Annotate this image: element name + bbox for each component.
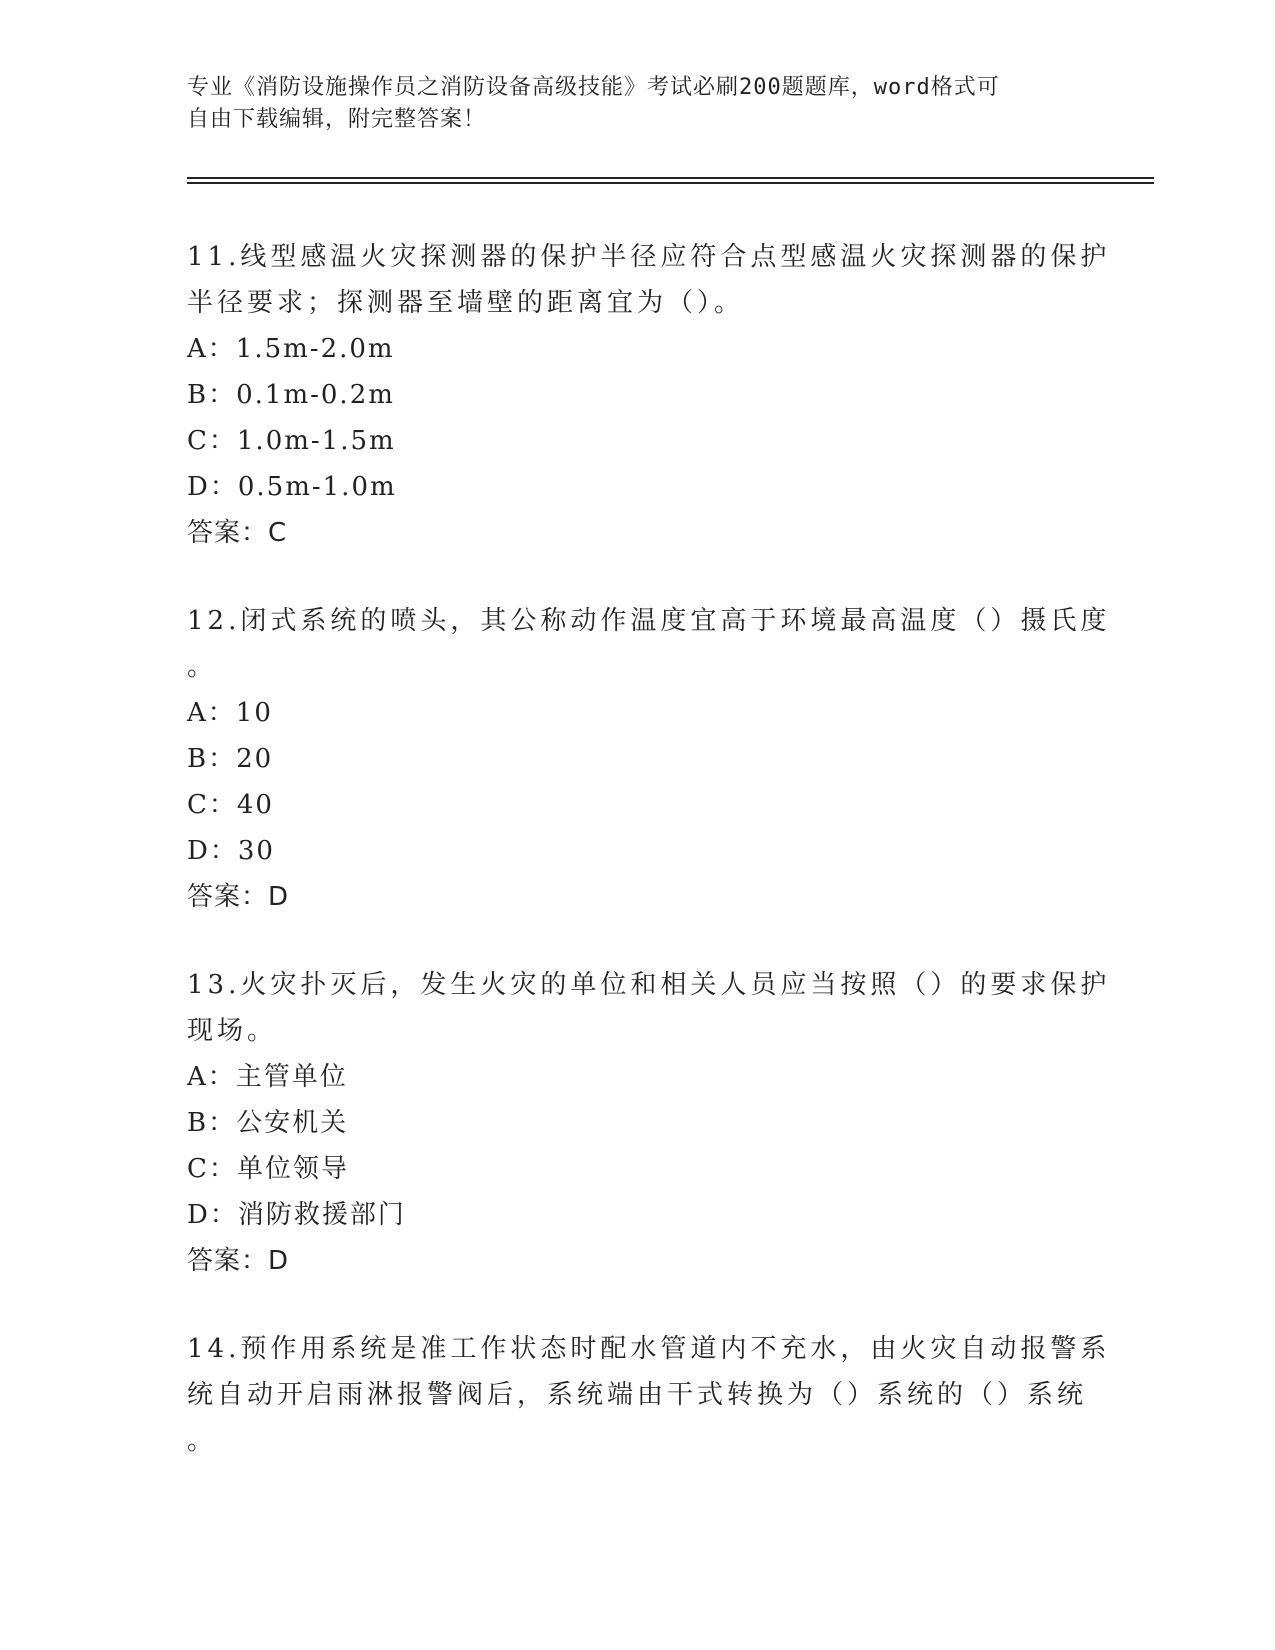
question-12 xyxy=(187,598,1111,920)
question-stem: 。 xyxy=(187,652,218,682)
question-stem: 。 xyxy=(187,1426,218,1456)
option-b: B：0.1m-0.2m xyxy=(187,380,395,410)
option-c: C：单位领导 xyxy=(187,1154,349,1184)
question-stem: 半径要求；探测器至墙壁的距离宜为（）。 xyxy=(187,288,745,318)
answer: 答案：C xyxy=(187,518,288,548)
question-stem: 11.线型感温火灾探测器的保护半径应符合点型感温火灾探测器的保护 xyxy=(187,242,1111,272)
option-a: A：1.5m-2.0m xyxy=(187,334,395,364)
option-d: D：30 xyxy=(187,836,275,866)
option-c: C：1.0m-1.5m xyxy=(187,426,396,456)
question-stem: 14.预作用系统是准工作状态时配水管道内不充水，由火灾自动报警系 xyxy=(187,1334,1111,1364)
question-stem: 现场。 xyxy=(187,1016,278,1046)
answer: 答案：D xyxy=(187,882,290,912)
question-stem: 13.火灾扑灭后，发生火灾的单位和相关人员应当按照（）的要求保护 xyxy=(187,970,1111,1000)
question-stem: 12.闭式系统的喷头，其公称动作温度宜高于环境最高温度（）摄氏度 xyxy=(187,606,1111,636)
header-divider xyxy=(187,177,1154,179)
option-d: D：0.5m-1.0m xyxy=(187,472,397,502)
header-line: 专业《消防设施操作员之消防设备高级技能》考试必刷200题题库，word格式可 xyxy=(187,75,1000,100)
question-stem: 统自动开启雨淋报警阀后，系统端由干式转换为（）系统的（）系统 xyxy=(187,1380,1088,1410)
option-a: A：10 xyxy=(187,698,273,728)
header-line: 自由下载编辑，附完整答案！ xyxy=(187,107,487,132)
option-a: A：主管单位 xyxy=(187,1062,348,1092)
question-13 xyxy=(187,962,1111,1284)
option-d: D：消防救援部门 xyxy=(187,1200,406,1230)
option-b: B：20 xyxy=(187,744,274,774)
question-11 xyxy=(187,234,1111,556)
question-14 xyxy=(187,1326,1111,1464)
answer: 答案：D xyxy=(187,1246,290,1276)
option-b: B：公安机关 xyxy=(187,1108,349,1138)
header-divider xyxy=(187,182,1154,184)
document-header xyxy=(187,72,1067,136)
option-c: C：40 xyxy=(187,790,274,820)
